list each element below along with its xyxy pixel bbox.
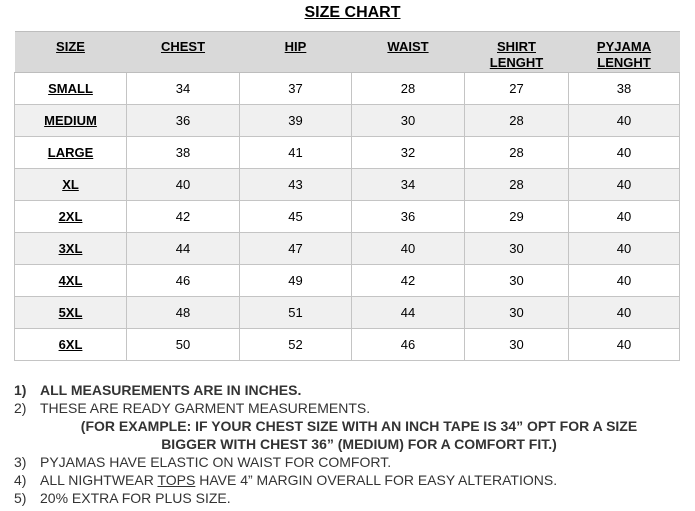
measurement-cell: 30 (465, 265, 569, 297)
measurement-cell: 30 (352, 105, 465, 137)
note-text: PYJAMAS HAVE ELASTIC ON WAIST FOR COMFORT. (40, 454, 392, 470)
note-text-pre: ALL NIGHTWEAR (40, 472, 158, 488)
measurement-cell: 32 (352, 137, 465, 169)
table-row (15, 329, 680, 361)
measurement-cell: 28 (465, 105, 569, 137)
size-chart-table (14, 31, 680, 361)
size-cell: SMALL (15, 73, 127, 105)
size-cell: 5XL (15, 297, 127, 329)
size-cell: 3XL (15, 233, 127, 265)
table-row (15, 233, 680, 265)
measurement-cell: 29 (465, 201, 569, 233)
measurement-cell: 42 (352, 265, 465, 297)
measurement-cell: 40 (127, 169, 240, 201)
measurement-cell: 34 (352, 169, 465, 201)
table-header-row (15, 32, 680, 73)
measurement-cell: 38 (569, 73, 680, 105)
note-4 (14, 471, 684, 489)
measurement-cell: 42 (127, 201, 240, 233)
measurement-cell: 40 (352, 233, 465, 265)
page-title: SIZE CHART (304, 4, 401, 21)
measurement-cell: 41 (240, 137, 352, 169)
column-header: PYJAMA LENGHT (569, 32, 680, 73)
table-row (15, 73, 680, 105)
measurement-cell: 50 (127, 329, 240, 361)
measurement-cell: 40 (569, 233, 680, 265)
measurement-cell: 47 (240, 233, 352, 265)
note-5 (14, 489, 684, 507)
note-2 (14, 399, 684, 417)
measurement-cell: 44 (127, 233, 240, 265)
measurement-cell: 40 (569, 297, 680, 329)
measurement-cell: 40 (569, 137, 680, 169)
measurement-cell: 28 (465, 169, 569, 201)
column-header: SHIRT LENGHT (465, 32, 569, 73)
measurement-cell: 36 (352, 201, 465, 233)
measurement-cell: 28 (352, 73, 465, 105)
measurement-cell: 34 (127, 73, 240, 105)
note-text-post: HAVE 4” MARGIN OVERALL FOR EASY ALTERATIONS. (195, 472, 558, 488)
measurement-cell: 48 (127, 297, 240, 329)
example-line-1: (FOR EXAMPLE: IF YOUR CHEST SIZE WITH AN INCH TAPE IS 34” OPT FOR A SIZE (80, 418, 638, 434)
measurement-cell: 30 (465, 233, 569, 265)
size-cell: 4XL (15, 265, 127, 297)
note-number: 3) (14, 454, 27, 470)
measurement-cell: 49 (240, 265, 352, 297)
column-header: WAIST (352, 32, 465, 73)
table-row (15, 297, 680, 329)
column-header: SIZE (15, 32, 127, 73)
table-row (15, 201, 680, 233)
table-row (15, 265, 680, 297)
measurement-cell: 45 (240, 201, 352, 233)
measurement-cell: 30 (465, 329, 569, 361)
note-text: ALL MEASUREMENTS ARE IN INCHES. (40, 382, 302, 398)
measurement-cell: 28 (465, 137, 569, 169)
measurement-cell: 40 (569, 329, 680, 361)
measurement-cell: 52 (240, 329, 352, 361)
measurement-cell: 40 (569, 201, 680, 233)
size-cell: LARGE (15, 137, 127, 169)
measurement-cell: 46 (352, 329, 465, 361)
table-row (15, 105, 680, 137)
measurement-cell: 30 (465, 297, 569, 329)
note-number: 2) (14, 400, 27, 416)
measurement-cell: 43 (240, 169, 352, 201)
notes-list (14, 381, 684, 507)
column-header: HIP (240, 32, 352, 73)
measurement-cell: 27 (465, 73, 569, 105)
measurement-cell: 40 (569, 265, 680, 297)
table-row (15, 169, 680, 201)
note-text-underlined: TOPS (157, 472, 196, 488)
note-number: 4) (14, 472, 27, 488)
measurement-cell: 37 (240, 73, 352, 105)
size-cell: 2XL (15, 201, 127, 233)
note-number: 5) (14, 490, 27, 506)
table-body (15, 73, 680, 361)
note-3 (14, 453, 684, 471)
measurement-cell: 51 (240, 297, 352, 329)
example-line-2: BIGGER WITH CHEST 36” (MEDIUM) FOR A COMFORT FIT.) (161, 436, 557, 452)
measurement-cell: 40 (569, 105, 680, 137)
measurement-cell: 40 (569, 169, 680, 201)
measurement-cell: 38 (127, 137, 240, 169)
measurement-cell: 36 (127, 105, 240, 137)
size-cell: 6XL (15, 329, 127, 361)
note-text (40, 471, 557, 489)
size-cell: XL (15, 169, 127, 201)
note-number: 1) (14, 382, 27, 398)
table-row (15, 137, 680, 169)
size-cell: MEDIUM (15, 105, 127, 137)
note-text: 20% EXTRA FOR PLUS SIZE. (40, 490, 231, 506)
column-header: CHEST (127, 32, 240, 73)
measurement-cell: 44 (352, 297, 465, 329)
measurement-cell: 39 (240, 105, 352, 137)
note-1 (14, 381, 684, 399)
note-text: THESE ARE READY GARMENT MEASUREMENTS. (40, 400, 371, 416)
measurement-cell: 46 (127, 265, 240, 297)
